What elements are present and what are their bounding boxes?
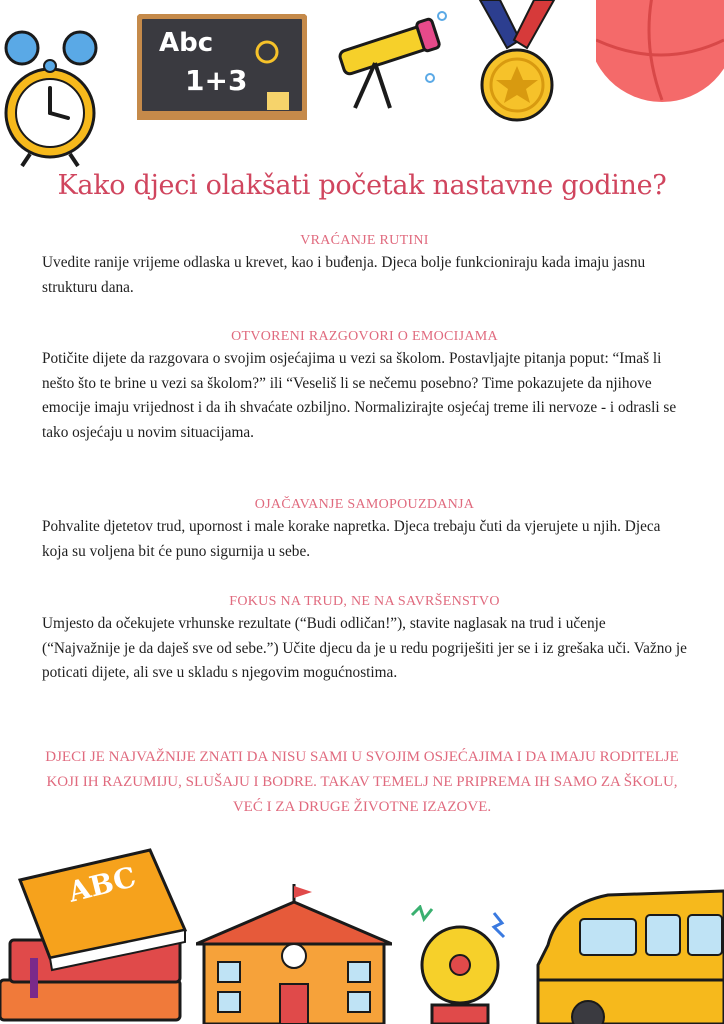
book-label: ABC <box>65 860 140 909</box>
closing-statement: DJECI JE NAJVAŽNIJE ZNATI DA NISU SAMI U SVOJIM OSJEĆAJIMA I DA IMAJU RODITELJE KOJI IH RAZUMIJU, SLUŠAJU I BODRE. TAKAV TEMELJ NE PRIPREMA IH SAMO ZA ŠKOLU, VEĆ I ZA DRUGE ŽIVOTNE IZAZOVE. <box>45 749 679 815</box>
books <box>0 840 195 1024</box>
section-body: Pohvalite djetetov trud, upornost i male korake napretka. Djeca trebaju čuti da vjerujete u njih. Djeca koja su voljena bit će puno sigurnija u sebe. <box>42 518 661 560</box>
section-confidence <box>42 497 687 564</box>
section-body: Potičite dijete da razgovara o svojim osjećajima u vezi sa školom. Postavljajte pitanja poput: “Imaš li nešto što te brine u vezi sa školom?” ili “Veseliš li se nečemu posebno? Time pokazujete da njihove emocije imaju vrijednost i da ih shvaćate ozbiljno. Normalizirajte osjećaj treme ili nervoze - i odrasli se tako osjećaju u novim situacijama. <box>42 350 677 441</box>
school-bus-icon <box>528 885 724 1024</box>
section-heading: OJAČAVANJE SAMOPOUZDANJA <box>254 497 475 512</box>
school-building-icon <box>196 884 392 1024</box>
section-body: Umjesto da očekujete vrhunske rezultate (“Budi odličan!”), stavite naglasak na trud i učenje (“Najvažnije je da daješ sve od sebe.”) Učite djecu da je u redu pogriješiti jer se i iz grešaka uči. Važno je poticati dijete, ali sve u skladu s njegovim mogućnostima. <box>42 615 687 681</box>
alarm-clock-icon <box>0 18 118 168</box>
telescope-icon <box>330 8 455 113</box>
school-bell-icon <box>402 905 522 1024</box>
section-heading: OTVORENI RAZGOVORI O EMOCIJAMA <box>231 329 498 344</box>
ball-icon <box>596 0 724 110</box>
gold-medal-icon <box>462 0 572 125</box>
page-title: Kako djeci olakšati početak nastavne godine? <box>57 170 667 201</box>
section-body: Uvedite ranije vrijeme odlaska u krevet, kao i buđenja. Djeca bolje funkcioniraju kada imaju jasnu strukturu dana. <box>42 254 646 296</box>
chalkboard-text-1: Abc <box>159 28 214 58</box>
section-heading: VRAĆANJE RUTINI <box>300 233 429 248</box>
section-heading: FOKUS NA TRUD, NE NA SAVRŠENSTVO <box>229 594 500 609</box>
chalkboard-text-2: 1+3 <box>185 64 248 97</box>
chalkboard <box>137 14 307 124</box>
section-routine <box>42 233 687 300</box>
section-effort <box>42 594 687 686</box>
section-emotions <box>42 329 687 445</box>
